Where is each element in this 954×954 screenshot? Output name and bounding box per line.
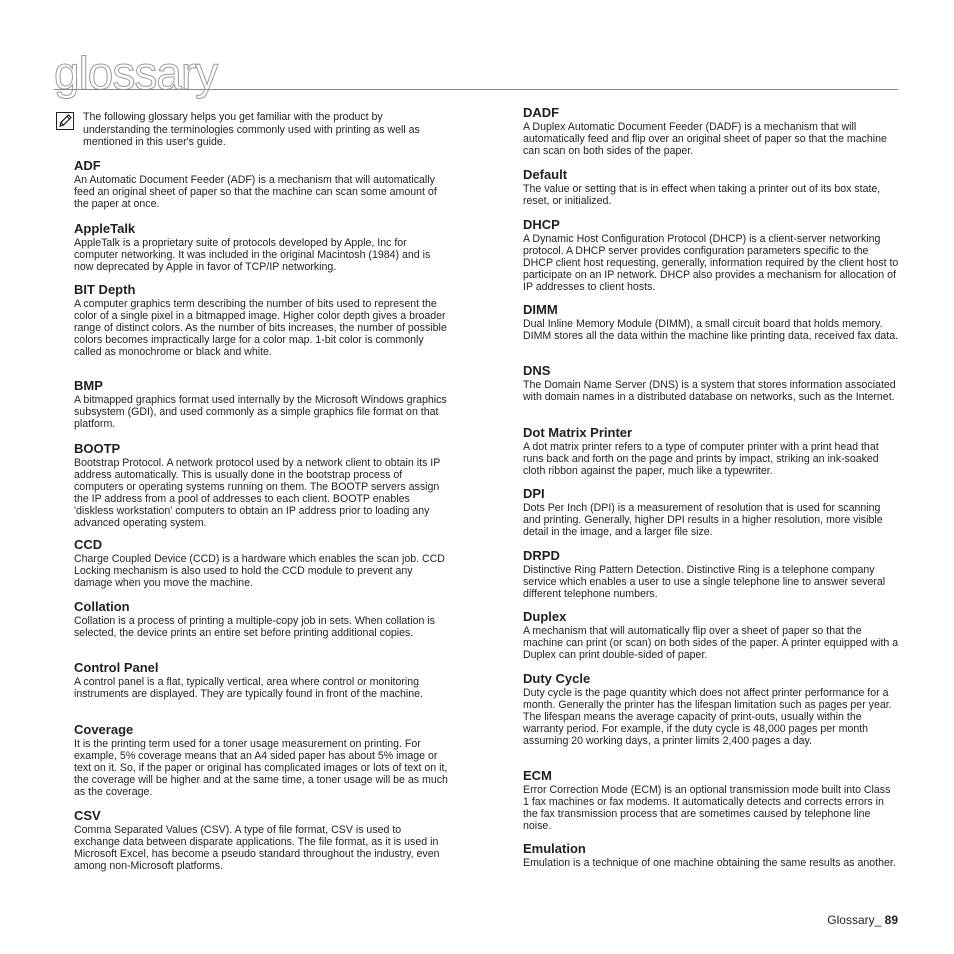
entry-definition: A Duplex Automatic Document Feeder (DADF) is a mechanism that will automatically feed and flip over an original sheet of paper so that the machine can scan on both sides of the paper. (523, 121, 887, 157)
title-rule (54, 89, 898, 90)
entry-definition: Emulation is a technique of one machine obtaining the same results as another. (523, 857, 896, 869)
entry-definition: A mechanism that will automatically flip over a sheet of paper so that the machine can print (or scan) on both sides of the paper. A printer equipped with a Duplex can print double-sided of paper. (523, 625, 899, 661)
entry-definition: A computer graphics term describing the number of bits used to represent the color of a single pixel in a bitmapped image. Higher color depth gives a broader range of distinct colors. As the number of bits increases, the number of possible colors becomes impractically large for a color map. 1-bit color is commonly called as monochrome or black and white. (74, 298, 447, 358)
entry-term: Dot Matrix Printer (523, 425, 633, 440)
entry-term: Coverage (74, 722, 134, 737)
glossary-entry (74, 282, 450, 359)
entry-term: Default (523, 167, 568, 182)
glossary-entry (523, 217, 899, 294)
glossary-entry (523, 105, 899, 158)
glossary-entry (74, 378, 450, 431)
entry-definition: Charge Coupled Device (CCD) is a hardware which enables the scan job. CCD Locking mechanism is also used to hold the CCD module to prevent any damage when you move the machine. (74, 553, 445, 589)
entry-term: DPI (523, 486, 545, 501)
entry-term: DIMM (523, 302, 558, 317)
page-number: 89 (884, 913, 898, 927)
note-pencil-icon (56, 112, 74, 130)
entry-term: BIT Depth (74, 282, 136, 297)
entry-definition: AppleTalk is a proprietary suite of protocols developed by Apple, Inc for computer networking. It was included in the original Macintosh (1984) and is now deprecated by Apple in favor of TCP/IP networking. (74, 237, 431, 273)
glossary-entry (523, 548, 899, 601)
entry-term: ECM (523, 768, 552, 783)
glossary-entry (74, 722, 450, 799)
entry-definition: Dual Inline Memory Module (DIMM), a small circuit board that holds memory. DIMM stores all the data within the machine like printing data, received fax data. (523, 318, 899, 342)
entry-definition: Comma Separated Values (CSV). A type of file format, CSV is used to exchange data between disparate applications. The file format, as it is used in Microsoft Excel, has become a pseudo standard throughout the industry, even among non-Microsoft platforms. (74, 824, 440, 872)
footer-label: Glossary_ (827, 913, 882, 927)
entry-term: DHCP (523, 217, 560, 232)
glossary-entry (523, 671, 899, 748)
entry-definition: The Domain Name Server (DNS) is a system that stores information associated with domain names in a distributed database on networks, such as the Internet. (523, 379, 896, 403)
glossary-entry (74, 221, 450, 274)
entry-term: Duty Cycle (523, 671, 591, 686)
entry-definition: An Automatic Document Feeder (ADF) is a mechanism that will automatically feed an original sheet of paper so that the machine can scan some amount of the paper at once. (74, 174, 437, 210)
entry-term: Control Panel (74, 660, 159, 675)
glossary-entry (74, 599, 450, 640)
entry-definition: Error Correction Mode (ECM) is an optional transmission mode built into Class 1 fax machines or fax modems. It automatically detects and corrects errors in the fax transmission process that are sometimes caused by telephone line noise. (523, 784, 891, 832)
glossary-entry (523, 425, 899, 478)
entry-definition: Bootstrap Protocol. A network protocol used by a network client to obtain its IP address automatically. This is usually done in the bootstrap process of computers or operating systems running on them. The BOOTP servers assign the IP address from a pool of addresses to each client. BOOTP enables 'diskless workstation' computers to obtain an IP address prior to loading any advanced operating system. (74, 457, 441, 529)
entry-term: Collation (74, 599, 130, 614)
glossary-entry (74, 441, 450, 529)
glossary-entry (74, 537, 450, 590)
glossary-entry (523, 486, 899, 539)
entry-term: DNS (523, 363, 551, 378)
entry-term: DADF (523, 105, 560, 120)
entry-definition: Duty cycle is the page quantity which does not affect printer performance for a month. Generally the printer has the lifespan limitation such as pages per year. The lifespan means the average capacity of print-outs, usually within the warranty period. For example, if the duty cycle is 48,000 pages per month assuming 20 working days, a printer limits 2,400 pages a day. (523, 687, 892, 747)
entry-term: BMP (74, 378, 103, 393)
entry-definition: Collation is a process of printing a multiple-copy job in sets. When collation is selected, the device prints an entire set before printing additional copies. (74, 615, 435, 639)
glossary-entry (523, 768, 899, 833)
entry-definition: Dots Per Inch (DPI) is a measurement of resolution that is used for scanning and printing. Generally, higher DPI results in a higher resolution, more visible detail in the image, and a larger file size. (523, 502, 883, 538)
glossary-entry (523, 167, 899, 208)
note-text: The following glossary helps you get familiar with the product by understanding the terminologies commonly used with printing as well as mentioned in this user's guide. (83, 111, 420, 148)
glossary-entry (523, 841, 899, 870)
entry-definition: A Dynamic Host Configuration Protocol (DHCP) is a client-server networking protocol. A DHCP server provides configuration parameters specific to the DHCP client host requesting, generally, information required by the client host to participate on an IP network. DHCP also provides a mechanism for allocation of IP addresses to client hosts. (523, 233, 899, 293)
glossary-entry (523, 302, 899, 343)
glossary-entry (523, 609, 899, 662)
entry-term: CCD (74, 537, 103, 552)
page-footer (827, 913, 898, 927)
entry-definition: A dot matrix printer refers to a type of computer printer with a print head that runs back and forth on the page and prints by impact, striking an ink-soaked cloth ribbon against the paper, much like a typewriter. (523, 441, 879, 477)
entry-definition: It is the printing term used for a toner usage measurement on printing. For example, 5% coverage means that an A4 sided paper has about 5% image or text on it. So, if the paper or original has complicated images or lots of text on it, the coverage will be higher and at the same time, a toner usage will be as much as the coverage. (74, 738, 448, 798)
glossary-entry (74, 808, 450, 873)
entry-term: CSV (74, 808, 101, 823)
glossary-entry (74, 158, 450, 211)
entry-term: ADF (74, 158, 101, 173)
entry-term: Emulation (523, 841, 586, 856)
entry-definition: The value or setting that is in effect when taking a printer out of its box state, reset, or initialized. (523, 183, 881, 207)
glossary-entry (74, 660, 450, 701)
glossary-entry (523, 363, 899, 404)
entry-term: BOOTP (74, 441, 121, 456)
page-title: glossary (54, 47, 218, 99)
entry-term: AppleTalk (74, 221, 136, 236)
entry-definition: A bitmapped graphics format used internally by the Microsoft Windows graphics subsystem (GDI), and used commonly as a simple graphics file format on that platform. (74, 394, 447, 430)
entry-definition: Distinctive Ring Pattern Detection. Distinctive Ring is a telephone company service which enables a user to use a single telephone line to answer several different telephone numbers. (523, 564, 886, 600)
entry-term: Duplex (523, 609, 567, 624)
entry-definition: A control panel is a flat, typically vertical, area where control or monitoring instruments are displayed. They are typically found in front of the machine. (74, 676, 423, 700)
entry-term: DRPD (523, 548, 560, 563)
